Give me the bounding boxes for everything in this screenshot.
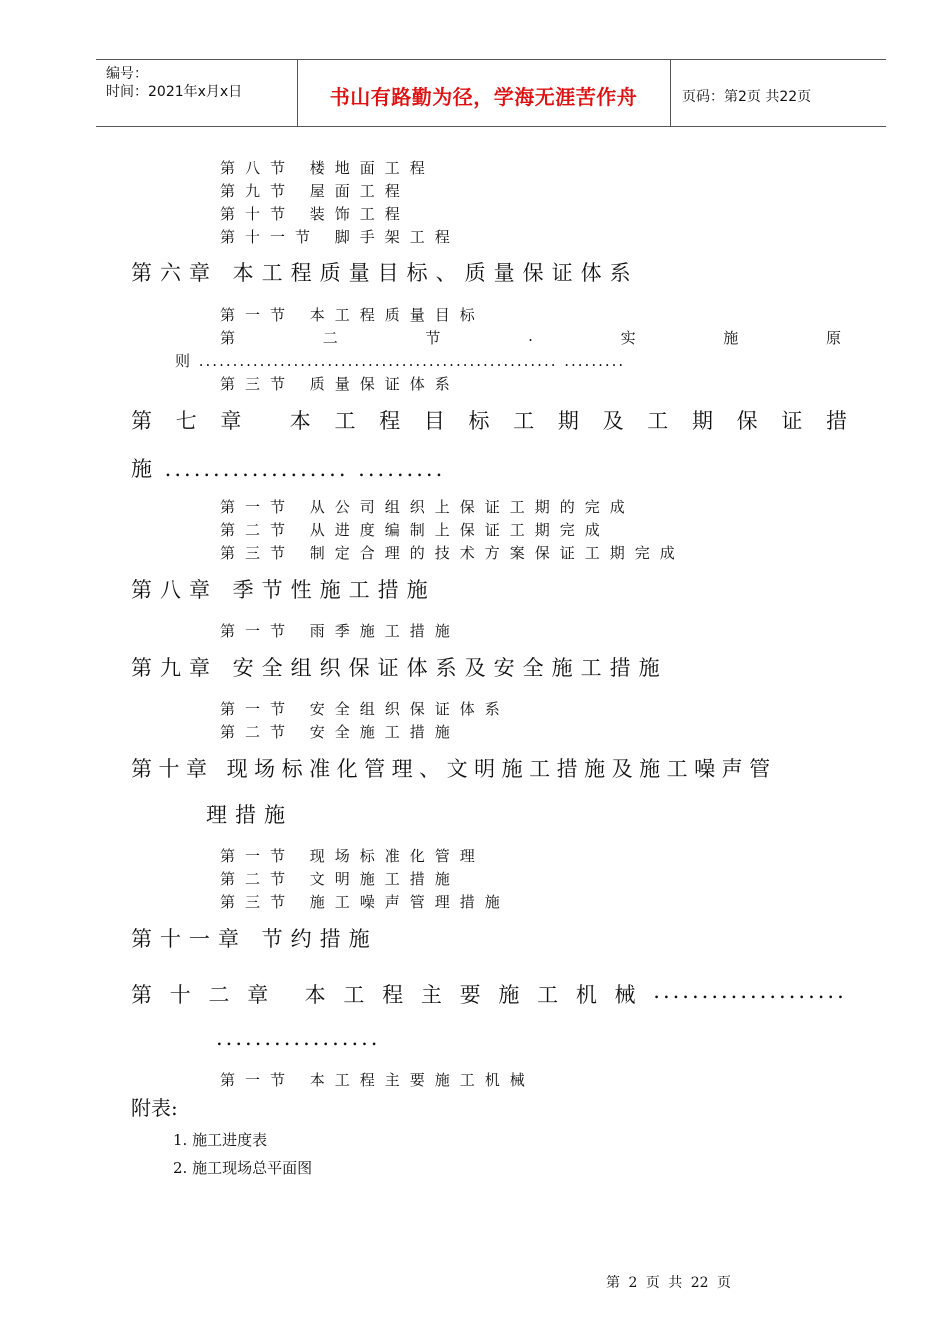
- header-serial: 编号：: [106, 66, 148, 82]
- toc-char: 保: [736, 409, 758, 433]
- toc-char: 节: [425, 329, 441, 347]
- toc-char: 标: [468, 409, 490, 433]
- toc-char: .: [528, 327, 533, 345]
- toc-char: 机: [575, 983, 597, 1007]
- toc-char: 证: [781, 409, 803, 433]
- toc-section: 第一节 本工程质量目标: [220, 306, 485, 324]
- toc-chapter-continuation: .................: [216, 1026, 381, 1050]
- toc-char: 施: [723, 329, 739, 347]
- toc-section: 第一节 从公司组织上保证工期的完成: [220, 498, 635, 516]
- toc-char: 章: [247, 983, 269, 1007]
- toc-char: 措: [826, 409, 847, 433]
- toc-char: [265, 405, 266, 435]
- toc-char: 施: [498, 983, 520, 1007]
- appendix-item: 1. 施工进度表: [173, 1131, 268, 1149]
- toc-chapter: 第六章 本工程质量目标、质量保证体系: [131, 261, 639, 285]
- toc-char: 第: [131, 409, 152, 433]
- toc-section: 第三节 制定合理的技术方案保证工期完成: [220, 544, 685, 562]
- toc-section: 第一节 安全组织保证体系: [220, 700, 510, 718]
- toc-chapter: 第十一章 节约措施: [131, 927, 378, 951]
- toc-char: 程: [379, 409, 401, 433]
- header-bottom-rule: [96, 126, 886, 127]
- toc-char: 及: [602, 409, 624, 433]
- toc-char: 第: [220, 329, 236, 347]
- header-motto: 书山有路勤为径，学海无涯苦作舟: [329, 85, 638, 109]
- toc-section: 第八节 楼地面工程: [220, 159, 435, 177]
- toc-section: 第九节 屋面工程: [220, 182, 410, 200]
- toc-char: 工: [513, 409, 535, 433]
- toc-char: 要: [459, 983, 481, 1007]
- toc-chapter-continuation: 理措施: [206, 803, 293, 827]
- document-header: [96, 59, 886, 127]
- toc-char: 工: [343, 983, 365, 1007]
- toc-section: 第一节 雨季施工措施: [220, 622, 460, 640]
- header-top-rule: [96, 59, 886, 60]
- toc-char: 章: [220, 409, 242, 433]
- toc-section: 第一节 本工程主要施工机械: [220, 1071, 535, 1089]
- toc-char: 工: [647, 409, 669, 433]
- toc-char: 主: [420, 983, 442, 1007]
- page-footer: 第 2 页 共 22 页: [606, 1275, 731, 1291]
- toc-char: 目: [423, 409, 445, 433]
- toc-char: 二: [322, 329, 338, 347]
- toc-char: 工: [537, 983, 559, 1007]
- header-divider: [670, 59, 671, 127]
- toc-section: 第一节 现场标准化管理: [220, 847, 485, 865]
- header-time: 时间：2021年x月x日: [106, 84, 243, 100]
- toc-chapter-justified: [131, 979, 847, 1009]
- toc-char: 二: [208, 983, 230, 1007]
- toc-chapter: 第十章 现场标准化管理、文明施工措施及施工噪声管: [131, 757, 777, 781]
- toc-chapter-continuation: 施 ................... .........: [131, 457, 446, 481]
- toc-char: [286, 979, 287, 1009]
- toc-char: 程: [382, 983, 404, 1007]
- toc-char: 期: [691, 409, 713, 433]
- toc-char: 十: [169, 983, 191, 1007]
- toc-chapter: 第八章 季节性施工措施: [131, 578, 436, 602]
- toc-char: 实: [620, 329, 636, 347]
- appendix-item: 2. 施工现场总平面图: [173, 1159, 313, 1177]
- toc-section: 第十一节 脚手架工程: [220, 228, 460, 246]
- appendix-title: 附表:: [131, 1096, 178, 1120]
- toc-section: 第三节 质量保证体系: [220, 375, 460, 393]
- toc-chapter-justified: [131, 405, 847, 435]
- toc-section-continuation: 则 ..................................................... .........: [175, 352, 626, 370]
- toc-char: 工: [334, 409, 356, 433]
- toc-char: 原: [825, 329, 841, 347]
- toc-section: 第二节 从进度编制上保证工期完成: [220, 521, 610, 539]
- toc-char: 期: [557, 409, 579, 433]
- toc-section: 第二节 文明施工措施: [220, 870, 460, 888]
- toc-leader-dots: ....................: [653, 979, 847, 1003]
- toc-char: 第: [131, 983, 152, 1007]
- toc-char: 械: [614, 983, 636, 1007]
- toc-char: 本: [304, 983, 326, 1007]
- toc-section: 第二节 安全施工措施: [220, 723, 460, 741]
- toc-section-justified: [220, 327, 841, 348]
- header-page-number: 页码：第2页 共22页: [682, 89, 812, 105]
- toc-char: 七: [175, 409, 197, 433]
- toc-char: 本: [289, 409, 311, 433]
- toc-section: 第十节 装饰工程: [220, 205, 410, 223]
- toc-section: 第三节 施工噪声管理措施: [220, 893, 510, 911]
- toc-chapter: 第九章 安全组织保证体系及安全施工措施: [131, 656, 668, 680]
